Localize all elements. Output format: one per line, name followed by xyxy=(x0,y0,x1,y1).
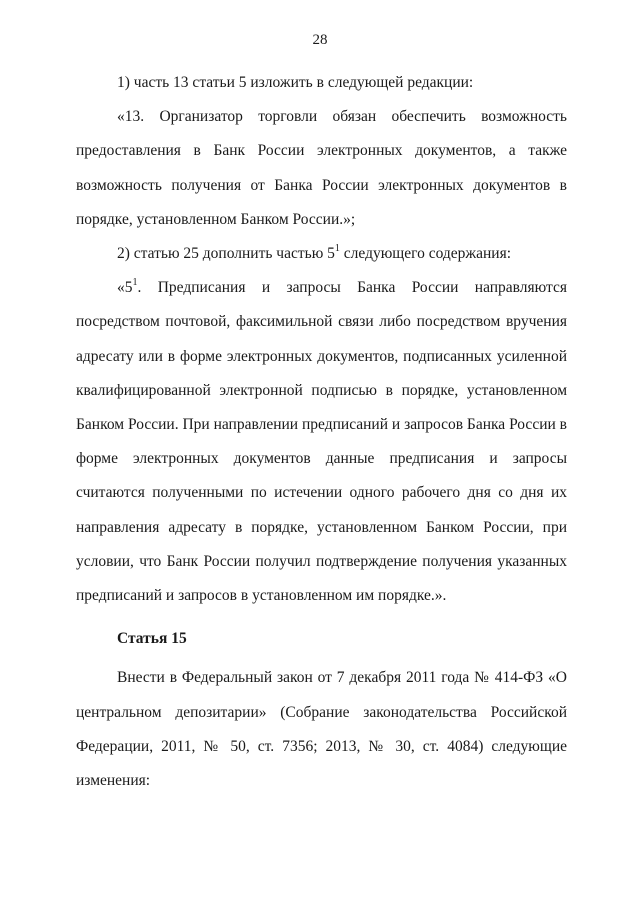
paragraph-federal-law-amendment: Внести в Федеральный закон от 7 декабря 2011 года № 414-ФЗ «О центральном депозитарии» (Собрание законодательства Российской Федерации, 2011, № 50, ст. 7356; 2013, № 30, ст. 4084) следующие изменения: xyxy=(76,669,567,790)
text-segment: . Предписания и запросы Банка России направляются посредством почтовой, факсимильной связи либо посредством вручения адресату или в форме электронных документов, подписанных усиленной квалифицированной электронной подписью в порядке, установленном Банком России. При направлении предписаний и запросов Банка России в форме электронных документов данные предписания и запросы считаются полученными по истечении одного рабочего дня со дня их направления адресату в порядке, установленном Банком России, при условии, что Банк России получил подтверждение получения указанных предписаний и запросов в установленном им порядке.». xyxy=(76,279,567,605)
superscript: 1 xyxy=(334,242,340,254)
paragraph-amend-article-25 xyxy=(76,237,567,271)
page-number: 28 xyxy=(312,32,328,48)
text-segment: «5 xyxy=(117,279,133,297)
paragraph-amend-part-13: 1) часть 13 статьи 5 изложить в следующей редакции: xyxy=(117,74,474,91)
document-body xyxy=(76,66,567,798)
paragraph-article-13-text: «13. Организатор торговли обязан обеспечить возможность предоставления в Банк России электронных документов, а также возможность получения от Банка России электронных документов в порядке, установленном Банком России.»; xyxy=(76,108,567,228)
article-heading: Статья 15 xyxy=(117,630,187,648)
paragraph-part-5-1-text xyxy=(76,271,567,613)
superscript: 1 xyxy=(132,277,138,289)
text-segment: следующего содержания: xyxy=(339,245,512,263)
text-segment: 2) статью 25 дополнить частью 5 xyxy=(117,245,335,263)
